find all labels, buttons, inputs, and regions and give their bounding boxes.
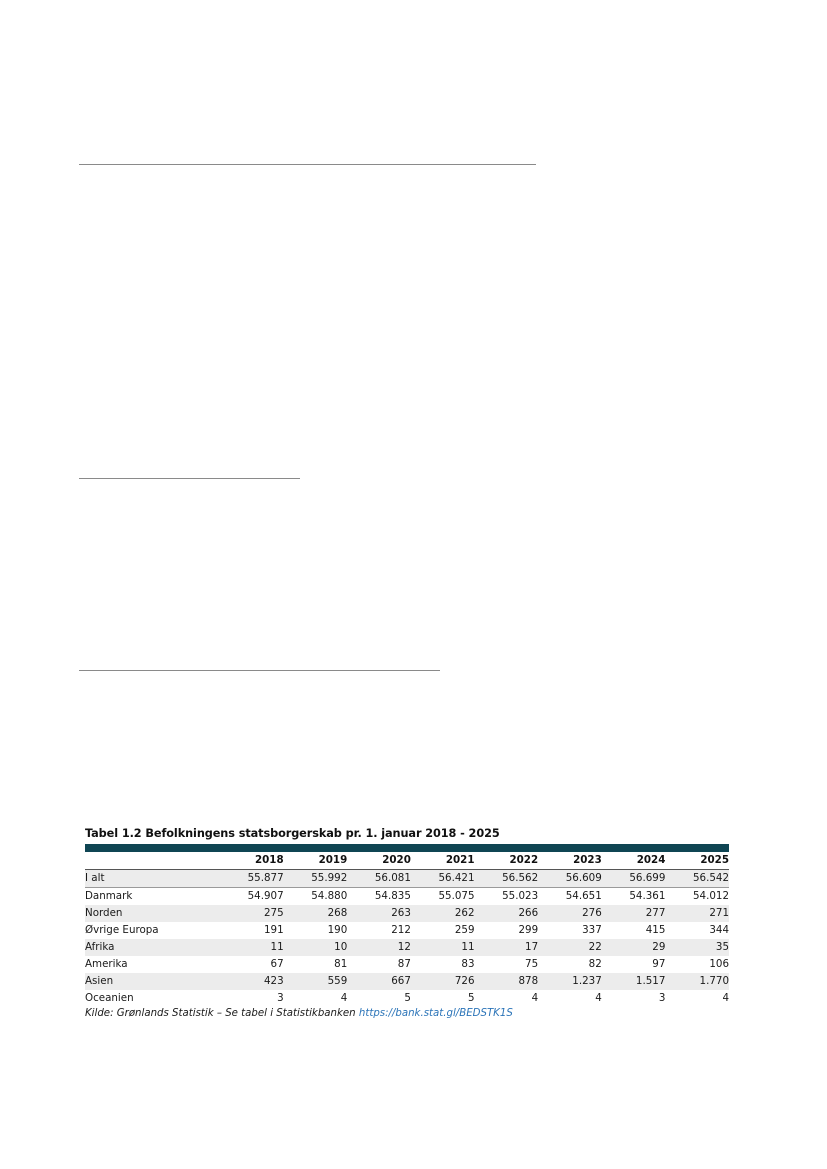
table-cell: 55.877 [220,870,284,888]
table-cell: 4 [722,992,729,1004]
table-cell: 4 [531,992,539,1004]
header-cell-year: 2023 [538,852,602,870]
row-label: Danmark [85,890,133,902]
table-cell: 423 [220,973,284,990]
table-cell: 81 [334,958,348,970]
row-label: Afrika [85,939,220,956]
table-cell: 3 [658,992,666,1004]
table-cell: 667 [347,973,411,990]
divider-line [79,478,300,479]
table-cell: 271 [665,905,729,922]
row-label: Øvrige Europa [85,924,159,936]
table-cell: 275 [220,905,284,922]
table-cell: 3 [277,992,284,1004]
table-cell: 56.609 [538,870,602,888]
table-cell: 17 [475,939,539,956]
table-header-row [85,852,729,870]
header-cell-year: 2018 [220,852,284,870]
table-cell: 5 [467,992,475,1004]
table-cell: 263 [347,905,411,922]
statistics-table-block [85,827,729,1019]
table-row [85,922,729,939]
header-cell-year: 2021 [411,852,475,870]
table-cell: 299 [518,924,539,936]
table-row [85,956,729,973]
table-cell: 268 [284,905,348,922]
table-cell: 83 [461,958,475,970]
table-cell: 56.699 [602,870,666,888]
table-cell: 56.081 [347,870,411,888]
table-cell: 35 [665,939,729,956]
table-cell: 726 [411,973,475,990]
table-cell: 97 [652,958,666,970]
table-cell: 11 [411,939,475,956]
table-cell: 337 [582,924,602,936]
citizenship-table [85,852,729,1007]
table-cell: 266 [475,905,539,922]
table-row [85,870,729,888]
table-cell: 54.651 [565,890,602,902]
table-cell: 54.880 [311,890,348,902]
table-cell: 190 [327,924,348,936]
table-source [85,1008,729,1019]
row-label: Norden [85,905,220,922]
table-row [85,990,729,1007]
table-cell: 276 [538,905,602,922]
statistikbanken-link[interactable]: https://bank.stat.gl/BEDSTK1S [358,1008,513,1019]
table-row [85,939,729,956]
table-cell: 12 [347,939,411,956]
table-cell: 212 [391,924,411,936]
table-cell: 1.517 [602,973,666,990]
row-label: Amerika [85,958,128,970]
table-cell: 106 [709,958,729,970]
header-cell-year: 2019 [284,852,348,870]
table-cell: 67 [270,958,284,970]
table-cell: 4 [340,992,348,1004]
table-title: Tabel 1.2 Befolkningens statsborgerskab pr. 1. januar 2018 - 2025 [85,827,500,840]
table-cell: 10 [284,939,348,956]
table-cell: 262 [411,905,475,922]
header-cell-label [85,852,220,870]
table-cell: 54.361 [629,890,666,902]
divider-line [79,670,440,671]
table-cell: 415 [645,924,666,936]
header-cell-year: 2025 [665,852,729,870]
table-cell: 87 [397,958,411,970]
table-title-bar [85,844,729,852]
table-cell: 1.770 [665,973,729,990]
table-row [85,888,729,906]
row-label: I alt [85,870,220,888]
table-cell: 191 [263,924,284,936]
divider-line [79,164,536,165]
table-cell: 1.237 [538,973,602,990]
table-cell: 559 [284,973,348,990]
header-cell-year: 2024 [602,852,666,870]
table-cell: 11 [220,939,284,956]
table-cell: 277 [602,905,666,922]
table-cell: 55.992 [284,870,348,888]
table-cell: 54.012 [692,890,729,902]
table-cell: 22 [538,939,602,956]
table-cell: 82 [588,958,602,970]
row-label: Oceanien [85,992,134,1004]
table-cell: 55.023 [502,890,539,902]
header-cell-year: 2020 [347,852,411,870]
table-row [85,973,729,990]
table-cell: 54.835 [374,890,411,902]
row-label: Asien [85,973,220,990]
table-cell: 56.542 [665,870,729,888]
table-cell: 75 [525,958,539,970]
table-cell: 344 [709,924,729,936]
header-cell-year: 2022 [475,852,539,870]
table-cell: 55.075 [438,890,475,902]
table-cell: 259 [454,924,475,936]
table-cell: 5 [404,992,411,1004]
table-cell: 878 [475,973,539,990]
table-cell: 56.562 [475,870,539,888]
table-cell: 54.907 [247,890,284,902]
table-row [85,905,729,922]
table-cell: 56.421 [411,870,475,888]
table-cell: 29 [602,939,666,956]
source-text: Kilde: Grønlands Statistik – Se tabel i Statistikbanken [85,1008,359,1019]
table-cell: 4 [595,992,602,1004]
